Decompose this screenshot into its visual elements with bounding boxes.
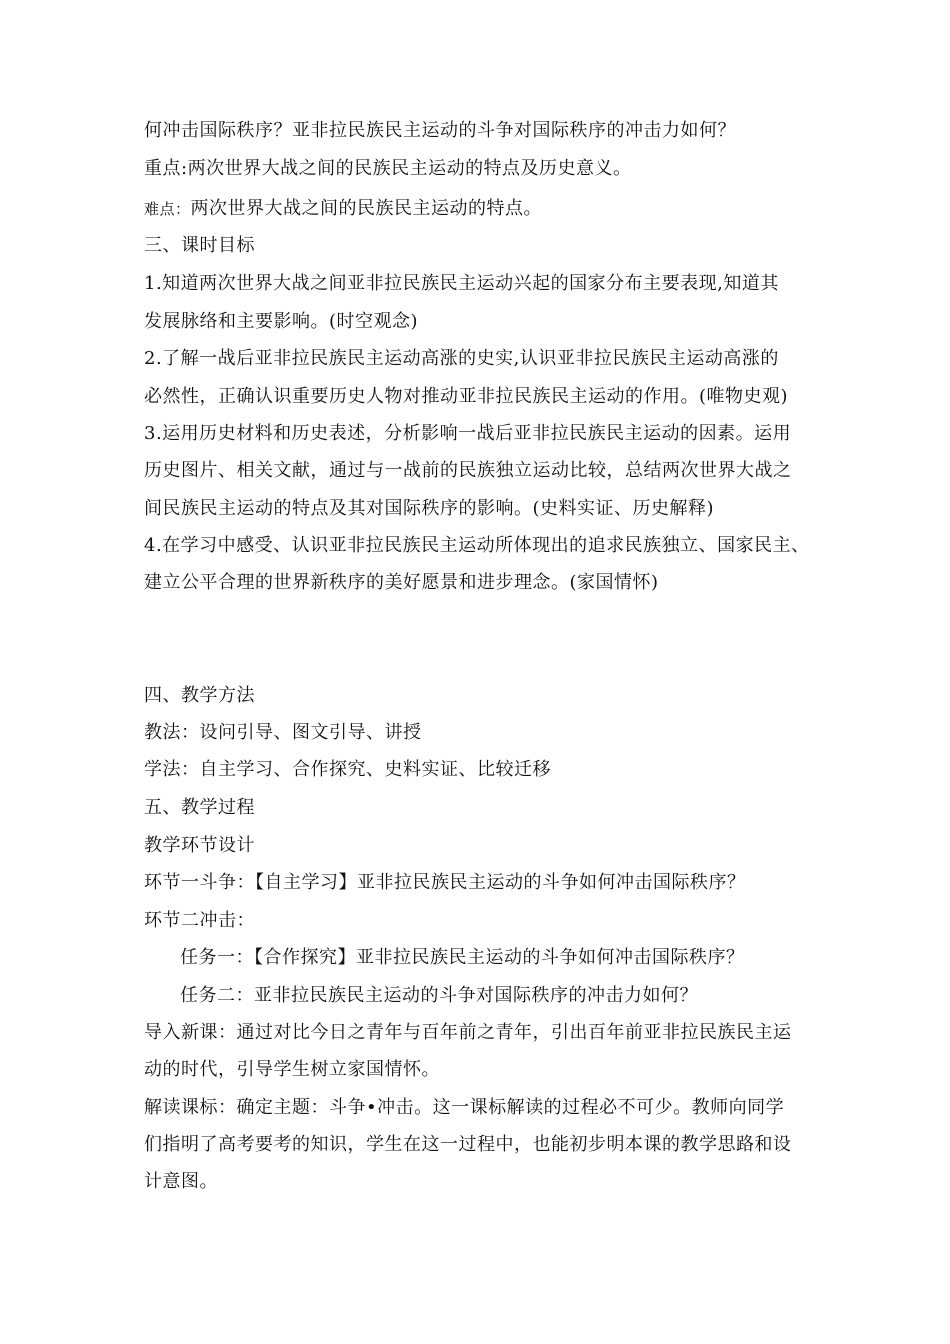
curriculum-line-1: 解读课标：确定主题：斗争•冲击。这一课标解读的过程必不可少。教师向同学 <box>144 1097 785 1118</box>
teaching-method: 教法：设问引导、图文引导、讲授 <box>144 722 422 743</box>
curriculum-line-3: 计意图。 <box>144 1171 218 1192</box>
difficulty-line <box>144 197 824 221</box>
objective-3-line-2: 历史图片、相关文献，通过与一战前的民族独立运动比较，总结两次世界大战之 <box>144 460 792 481</box>
section-heading-4: 四、教学方法 <box>144 685 255 706</box>
objective-4-line-1: 4.在学习中感受、认识亚非拉民族民主运动所体现出的追求民族独立、国家民主、 <box>144 535 810 556</box>
objective-4-line-2: 建立公平合理的世界新秩序的美好愿景和进步理念。(家国情怀) <box>144 572 659 593</box>
lesson-intro-line-1: 导入新课：通过对比今日之青年与百年前之青年，引出百年前亚非拉民族民主运 <box>144 1022 792 1043</box>
objective-2-line-2: 必然性，正确认识重要历史人物对推动亚非拉民族民主运动的作用。(唯物史观) <box>144 386 789 407</box>
difficulty-text: 两次世界大战之间的民族民主运动的特点。 <box>190 198 543 219</box>
task-one: 任务一：【合作探究】亚非拉民族民主运动的斗争如何冲击国际秩序？ <box>180 947 745 968</box>
section-heading-3: 三、课时目标 <box>144 235 255 256</box>
objective-3-line-3: 间民族民主运动的特点及其对国际秩序的影响。(史料实证、历史解释) <box>144 498 715 519</box>
objective-2-line-1: 2.了解一战后亚非拉民族民主运动高涨的史实,认识亚非拉民族民主运动高涨的 <box>144 348 779 369</box>
teaching-design-heading: 教学环节设计 <box>144 835 255 856</box>
difficulty-label: 难点： <box>144 200 191 218</box>
stage-two: 环节二冲击： <box>144 910 255 931</box>
task-two: 任务二：亚非拉民族民主运动的斗争对国际秩序的冲击力如何？ <box>180 985 698 1006</box>
objective-1-line-1: 1.知道两次世界大战之间亚非拉民族民主运动兴起的国家分布主要表现,知道其 <box>144 273 779 294</box>
stage-one: 环节一斗争：【自主学习】亚非拉民族民主运动的斗争如何冲击国际秩序？ <box>144 872 746 893</box>
key-point-line: 重点:两次世界大战之间的民族民主运动的特点及历史意义。 <box>144 158 632 179</box>
objective-1-line-2: 发展脉络和主要影响。(时空观念) <box>144 311 419 332</box>
lesson-intro-line-2: 动的时代，引导学生树立家国情怀。 <box>144 1059 440 1080</box>
curriculum-line-2: 们指明了高考要考的知识，学生在这一过程中，也能初步明本课的教学思路和设 <box>144 1134 792 1155</box>
section-heading-5: 五、教学过程 <box>144 797 255 818</box>
learning-method: 学法：自主学习、合作探究、史料实证、比较迁移 <box>144 759 551 780</box>
objective-3-line-1: 3.运用历史材料和历史表述，分析影响一战后亚非拉民族民主运动的因素。运用 <box>144 423 792 444</box>
text-line: 何冲击国际秩序？亚非拉民族民主运动的斗争对国际秩序的冲击力如何？ <box>144 120 736 141</box>
